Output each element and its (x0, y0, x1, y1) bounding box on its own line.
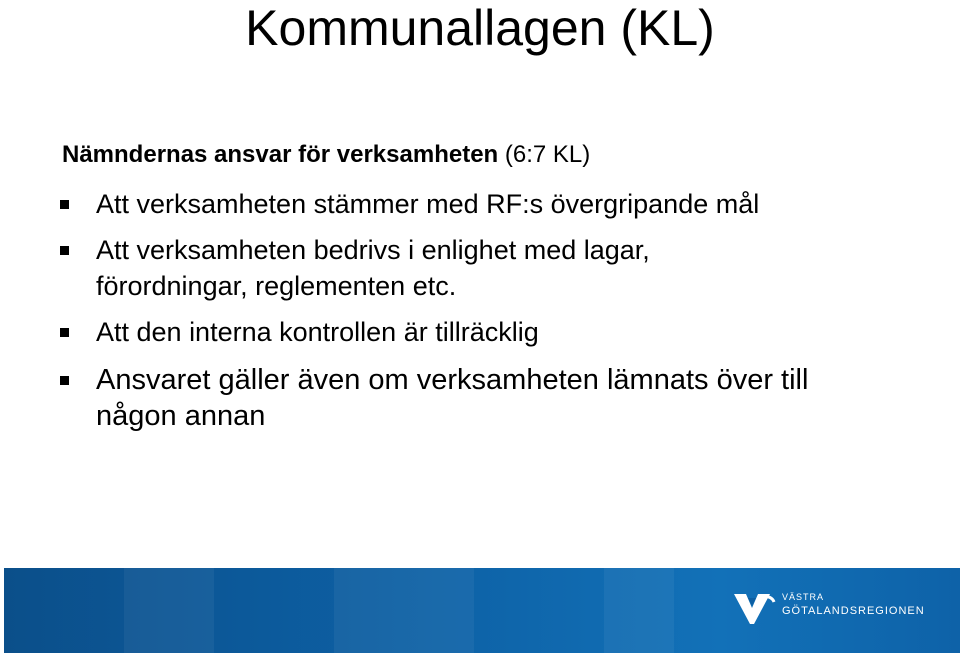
bullet-item (96, 314, 916, 350)
vastra-gotalandsregionen-logo-icon (732, 588, 780, 628)
bullet-text: Att verksamheten bedrivs i enlighet med lagar, förordningar, reglementen etc. (96, 235, 650, 301)
square-bullet-icon (60, 246, 69, 255)
square-bullet-icon (60, 328, 69, 337)
section-heading (62, 140, 590, 170)
logo-text-line2: GÖTALANDSREGIONEN (782, 605, 925, 617)
section-heading-bold: Nämndernas ansvar för verksamheten (62, 141, 499, 168)
slide-title: Kommunallagen (KL) (245, 0, 715, 56)
square-bullet-icon (60, 200, 69, 209)
organization-logo (732, 588, 925, 638)
footer-stripe (604, 568, 674, 653)
bullet-item (96, 362, 896, 434)
bullet-item (96, 186, 916, 222)
footer-stripe (124, 568, 214, 653)
footer-stripe (334, 568, 474, 653)
bullet-text: Att den interna kontrollen är tillräcklig (96, 317, 539, 347)
logo-text-line1: VÄSTRA (782, 592, 825, 602)
bullet-text: Att verksamheten stämmer med RF:s övergripande mål (96, 189, 760, 219)
bullet-text: Ansvaret gäller även om verksamheten lämnats över till någon annan (96, 364, 809, 432)
square-bullet-icon (60, 376, 69, 385)
section-heading-reference: (6:7 KL) (498, 141, 591, 168)
bullet-item (96, 232, 776, 304)
footer-banner (4, 568, 960, 653)
